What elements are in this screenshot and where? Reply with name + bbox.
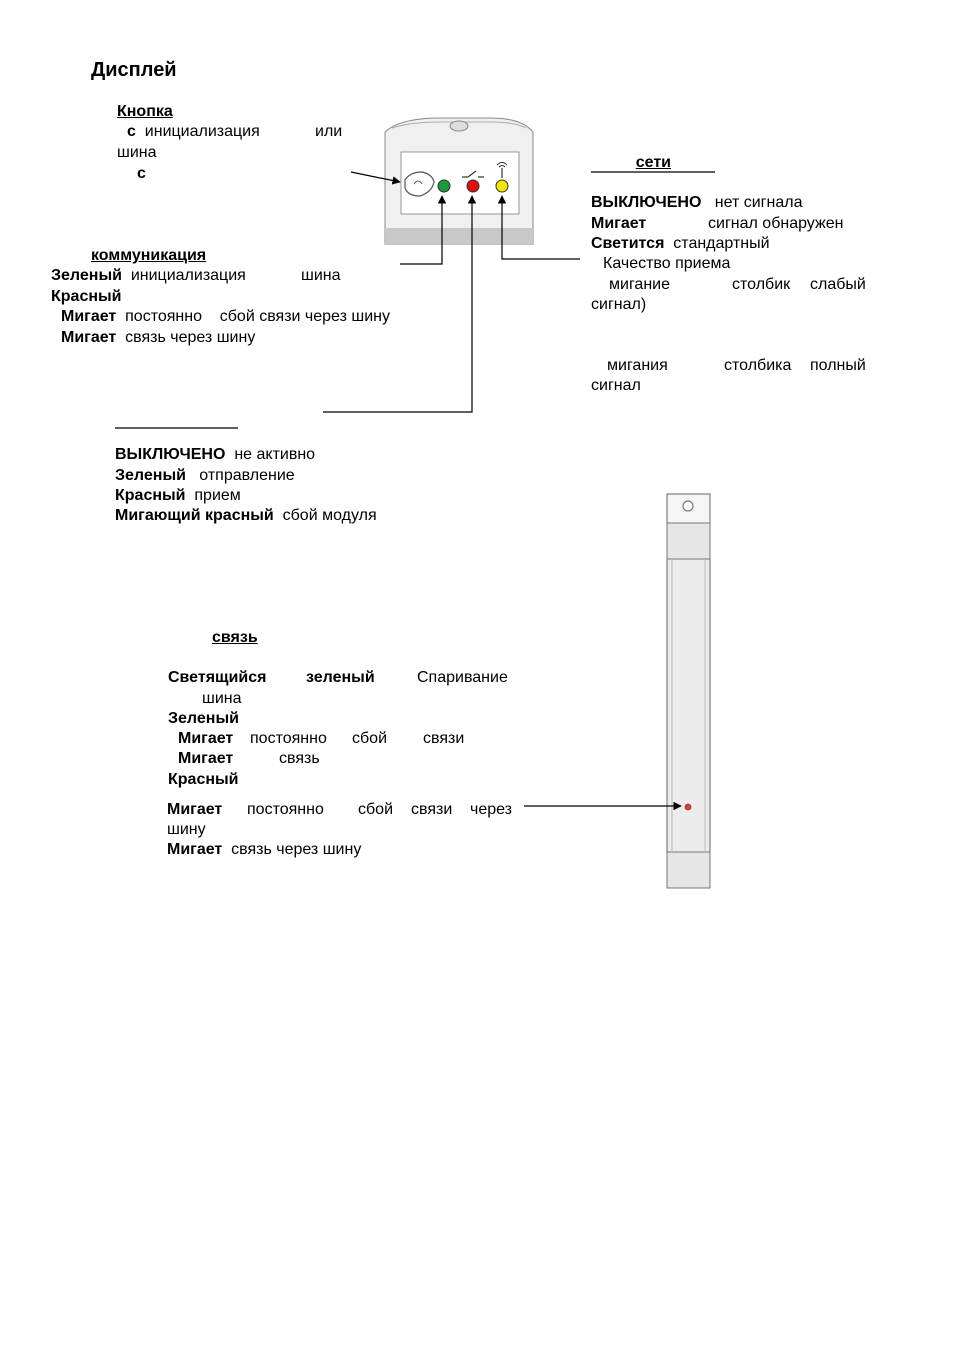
link-rblink2-key: Мигает xyxy=(167,841,223,858)
link-rblink1-e: шину xyxy=(167,821,206,838)
network-full-d: сигнал xyxy=(591,377,641,394)
network-row-blink-key-text: Мигает xyxy=(591,215,647,232)
network-row-off-key: ВЫКЛЮЧЕНО xyxy=(591,194,702,211)
link-red-key: Красный xyxy=(168,771,239,788)
link-lit-a: Светящийся xyxy=(168,669,267,686)
page-title: Дисплей xyxy=(91,59,177,81)
network-weak-a: мигание xyxy=(609,276,670,293)
link-rblink1-a: постоянно xyxy=(247,801,324,818)
network-row-lit-key: Светится xyxy=(591,235,665,252)
module-row-green-text: отправление xyxy=(199,467,295,484)
display-device-illustration xyxy=(385,118,533,244)
network-full-b: столбика xyxy=(724,357,792,374)
link-rblink1-key: Мигает xyxy=(167,801,223,818)
comm-blink1-key: Мигает xyxy=(61,308,117,325)
comm-title-text: коммуникация xyxy=(91,247,207,264)
transmitter-led xyxy=(685,804,691,810)
link-rblink1-d: через xyxy=(470,801,513,818)
link-lit-c: Спаривание xyxy=(417,669,508,686)
module-row-blink-red-key: Мигающий красный xyxy=(115,507,274,524)
link-gblink1-key: Мигает xyxy=(178,730,234,747)
link-gblink2-text: связь xyxy=(279,750,320,767)
comm-green-key: Зеленый xyxy=(51,267,122,284)
link-green-key: Зеленый xyxy=(168,710,239,727)
comm-blink1-text: постоянно xyxy=(125,308,202,325)
comm-blink2-key: Мигает xyxy=(61,329,117,346)
comm-green-tail: шина xyxy=(301,267,341,284)
link-gblink1-b: сбой xyxy=(352,730,387,747)
led-red xyxy=(467,180,479,192)
comm-blink2-text: связь через шину xyxy=(125,329,256,346)
comm-blink1-tail: сбой связи через шину xyxy=(219,308,390,325)
link-title-text: связь xyxy=(212,629,258,646)
network-weak-d: сигнал) xyxy=(591,296,647,313)
network-weak-b: столбик xyxy=(732,276,791,293)
module-row-green-key: Зеленый xyxy=(115,467,186,484)
network-weak-c: слабый xyxy=(810,276,866,293)
button-line3-key: с xyxy=(137,165,146,182)
button-line1-text: инициализация xyxy=(144,123,260,140)
button-line1-key: с xyxy=(127,123,136,140)
transmitter-device-illustration xyxy=(667,494,710,888)
network-row-lit-text: стандартный xyxy=(673,235,770,252)
button-line2: шина xyxy=(117,144,157,161)
network-full-c: полный xyxy=(810,357,866,374)
comm-green-text: инициализация xyxy=(130,267,246,284)
network-quality-label: Качество приема xyxy=(603,255,731,272)
led-yellow xyxy=(496,180,508,192)
module-row-red-key: Красный xyxy=(115,487,186,504)
network-row-blink-text: сигнал обнаружен xyxy=(708,215,844,232)
link-rblink2-text: связь через шину xyxy=(231,841,362,858)
link-rblink1-b: сбой xyxy=(358,801,393,818)
link-gblink1-a: постоянно xyxy=(250,730,327,747)
comm-red-key: Красный xyxy=(51,288,122,305)
module-row-blink-red-text: сбой модуля xyxy=(282,507,377,524)
link-gblink1-c: связи xyxy=(423,730,465,747)
link-gblink2-key: Мигает xyxy=(178,750,234,767)
network-title-text: сети xyxy=(635,154,671,171)
link-lit-d: шина xyxy=(202,690,242,707)
module-row-red-text: прием xyxy=(194,487,241,504)
button-section-title: Кнопка xyxy=(117,103,173,120)
module-row-off-key: ВЫКЛЮЧЕНО xyxy=(115,446,226,463)
link-lit-b: зеленый xyxy=(306,669,375,686)
button-line1-tail: или xyxy=(315,123,343,140)
led-green xyxy=(438,180,450,192)
network-row-off-text: нет сигнала xyxy=(714,194,803,211)
module-row-off-text: не активно xyxy=(234,446,316,463)
link-rblink1-c: связи xyxy=(411,801,453,818)
network-full-a: мигания xyxy=(607,357,668,374)
